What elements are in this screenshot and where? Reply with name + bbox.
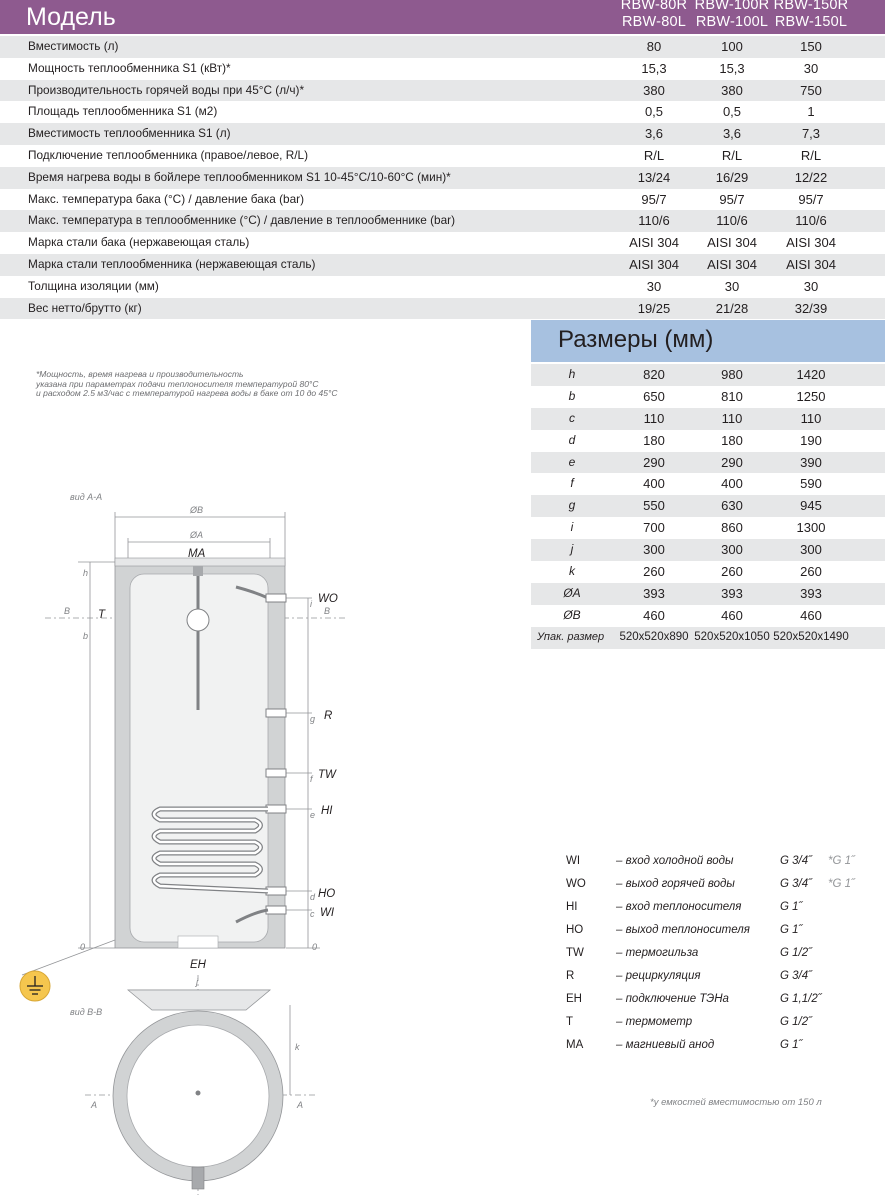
spec-row [0,145,885,167]
dimension-value: 810 [721,388,743,404]
dimension-key: c [569,410,575,425]
view-bb-label: вид В-В [70,1007,103,1017]
capacity-footnote: *у емкостей вместимостью от 150 л [650,1097,822,1108]
spec-value: 3,6 [722,126,742,142]
spec-value: 0,5 [722,104,742,120]
label-hi: HI [321,805,333,817]
legend-desc: – выход горячей воды [616,878,735,890]
dimension-value: 393 [643,585,665,601]
spec-value: 30 [724,278,740,294]
spec-value: AISI 304 [629,235,679,251]
dimension-value: 590 [800,476,822,492]
legend-thread: G 1/2˝ [780,947,812,959]
spec-value: AISI 304 [629,256,679,272]
spec-label: Марка стали бака (нержавеющая сталь) [28,235,250,250]
dimensions-header [531,320,885,362]
dimension-key: g [568,498,576,513]
legend-desc: – магниевый анод [616,1039,715,1051]
spec-value: 380 [643,82,665,98]
dimension-value: 460 [721,607,743,623]
view-aa-label: вид А-А [70,492,103,502]
spec-value: 1 [807,104,815,120]
label-tw: TW [318,769,336,781]
spec-value: 15,3 [641,60,667,76]
legend-desc: – подключение ТЭНа [616,993,729,1005]
wo-port [266,594,286,602]
label-h: h [83,568,89,578]
legend-desc: – выход теплоносителя [616,924,750,936]
dimension-value: 820 [643,367,665,382]
legend-thread: G 1˝ [780,924,803,936]
spec-value: 95/7 [641,191,667,207]
legend-thread: G 1,1/2˝ [780,993,822,1005]
dimension-value: 700 [643,520,665,536]
dimension-key: k [569,564,575,579]
dimension-value: 1250 [796,388,826,404]
spec-value: 110/6 [795,213,827,229]
dimension-value: 520x520x1490 [773,630,849,643]
dimension-value: 290 [643,454,665,470]
spec-label: Вес нетто/брутто (кг) [28,300,142,315]
dimension-value: 180 [721,432,743,448]
dimension-value: 980 [721,367,743,382]
label-g: g [310,714,316,724]
dimension-value: 860 [721,520,743,536]
boiler-drawing [0,470,885,1200]
dimension-value: 300 [721,542,743,558]
inner-circle [127,1025,269,1167]
dimension-value: 1420 [796,367,826,382]
label-d: d [310,892,316,902]
spec-row [0,123,885,145]
label-wo: WO [318,593,338,605]
legend-code: T [566,1016,574,1028]
spec-value: 3,6 [644,126,664,142]
dimension-value: 630 [721,498,743,514]
dimension-key: ØA [563,585,581,600]
dimension-value: 520x520x1050 [694,630,770,643]
label-c: c [310,909,315,919]
spec-value: 16/29 [715,169,749,185]
legend-code: WI [566,855,581,867]
bottom-port [192,1167,204,1189]
dimension-value: 260 [643,564,665,580]
ho-port [266,887,286,895]
spec-value: 13/24 [637,169,671,185]
dimension-value: 650 [643,388,665,404]
label-dim-b: ØB [190,505,204,515]
dimension-value: 520x520x890 [619,630,689,643]
spec-value: 12/22 [794,169,828,185]
dimension-value: 110 [643,410,665,426]
anode-cap [193,566,203,576]
dimension-value: 300 [643,542,665,558]
legend-desc: – термогильза [616,947,699,959]
spec-value: R/L [721,147,743,163]
label-zero-left: 0 [80,942,86,952]
spec-value: R/L [800,147,822,163]
spec-value: 19/25 [637,300,671,316]
label-ma: MA [188,548,206,560]
header-title: Модель [26,3,116,31]
dimension-key: i [570,520,574,535]
label-eh: EH [190,959,206,971]
label-b-left: B [64,606,71,616]
legend-code: HI [566,901,578,913]
legend-thread: G 1˝ [780,1039,803,1051]
spec-label: Вместимость теплообменника S1 (л) [28,126,231,141]
dimension-row [531,386,885,408]
label-e: e [310,810,316,820]
spec-value: 110/6 [716,213,748,229]
spec-label: Мощность теплообменника S1 (кВт)* [28,60,231,75]
legend-desc: – вход теплоносителя [616,901,742,913]
spec-value: AISI 304 [707,256,757,272]
legend-desc: – рециркуляция [616,970,701,982]
legend-desc: – термометр [616,1016,693,1028]
thermometer-port [187,609,209,631]
spec-value: 0,5 [644,104,664,120]
spec-label: Макс. температура в теплообменнике (°C) / давление в теплообменнике (bar) [28,213,456,228]
dimension-value: 460 [643,607,665,623]
spec-row [0,254,885,276]
top-view-bracket [128,990,270,1010]
dimensions-title: Размеры (мм) [558,326,714,353]
legend-thread: G 3/4˝ [780,970,812,982]
legend-thread-alt: *G 1˝ [828,855,855,867]
ground-icon [20,971,50,1001]
label-a-right: A [297,1100,304,1110]
dimension-key: Упак. размер [537,630,605,643]
label-t: T [98,609,106,621]
dimension-value: 400 [643,476,665,492]
legend-code: TW [566,947,584,959]
label-j: j [196,977,198,987]
legend-code: EH [566,993,582,1005]
label-f: f [310,774,313,784]
dimension-key: d [568,432,576,447]
label-r: R [324,710,333,722]
spec-value: R/L [643,147,665,163]
dimension-value: 180 [643,432,665,448]
label-k: k [295,1042,300,1052]
dimension-value: 300 [800,542,822,558]
spec-label: Толщина изоляции (мм) [28,278,159,293]
spec-label: Подключение теплообменника (правое/левое, R/L) [28,147,308,162]
label-a-left: A [91,1100,98,1110]
dimension-value: 110 [721,410,743,426]
eh-port [178,936,218,948]
spec-label: Производительность горячей воды при 45°C (л/ч)* [28,82,305,97]
model-80: RBW-80R RBW-80L [620,0,688,30]
dimension-value: 110 [800,410,822,426]
dimension-value: 460 [800,607,822,623]
spec-label: Вместимость (л) [28,39,119,53]
dimension-value: 550 [643,498,665,514]
hi-port [266,805,286,813]
spec-row [0,210,885,232]
spec-value: 80 [646,39,662,54]
spec-value: 150 [800,39,822,54]
label-b-small: b [83,631,89,641]
label-zero-right: 0 [312,942,318,952]
dimension-row [531,430,885,452]
legend-thread: G 3/4˝ [780,855,812,867]
dimension-value: 290 [721,454,743,470]
spec-value: 95/7 [719,191,745,207]
legend-code: WO [566,878,586,890]
spec-row [0,189,885,211]
legend-code: R [566,970,575,982]
spec-value: 32/39 [794,300,828,316]
spec-value: AISI 304 [786,235,836,251]
spec-value: 30 [803,278,819,294]
r-port [266,709,286,717]
spec-table [0,36,885,319]
legend-code: HO [566,924,584,936]
legend-thread: G 1˝ [780,901,803,913]
model-100: RBW-100R RBW-100L [694,0,770,30]
dimension-value: 260 [721,564,743,580]
legend-thread-alt: *G 1˝ [828,878,855,890]
dimension-value: 260 [800,564,822,580]
label-wi: WI [320,907,335,919]
dimension-value: 190 [800,432,822,448]
center-point [196,1091,201,1096]
spec-value: 30 [803,60,819,76]
spec-value: 95/7 [798,191,824,207]
dimension-row [531,364,885,386]
dimension-key: j [570,542,574,557]
spec-value: 21/28 [715,300,749,316]
top-view [113,990,283,1189]
spec-row [0,36,885,58]
dimension-value: 1300 [796,520,826,536]
dimension-value: 945 [800,498,822,514]
dimension-key: ØB [563,607,581,622]
wi-port [266,906,286,914]
spec-value: 750 [800,82,822,98]
dimension-key: b [568,388,576,403]
dimension-value: 390 [800,454,822,470]
spec-value: AISI 304 [707,235,757,251]
spec-value: 380 [721,82,743,98]
dimension-value: 393 [800,585,822,601]
spec-row [0,58,885,80]
spec-row [0,167,885,189]
dimension-key: h [568,367,576,381]
spec-label: Время нагрева воды в бойлере теплообменником S1 10-45°C/10-60°C (мин)* [28,169,451,184]
spec-row [0,298,885,320]
spec-value: 30 [646,278,662,294]
dimension-row [531,408,885,430]
spec-value: AISI 304 [786,256,836,272]
spec-row [0,232,885,254]
spec-label: Марка стали теплообменника (нержавеющая сталь) [28,256,316,271]
ground-leader [22,940,115,975]
model-150: RBW-150R RBW-150L [773,0,849,30]
legend-desc: – вход холодной воды [616,855,734,867]
model-header [0,0,885,34]
label-ho: HO [318,888,336,900]
legend-thread: G 3/4˝ [780,878,812,890]
tw-port [266,769,286,777]
spec-label: Площадь теплообменника S1 (м2) [28,104,218,119]
spec-row [0,80,885,102]
dimension-key: f [570,476,574,491]
label-dim-a: ØA [190,530,204,540]
performance-footnote: *Мощность, время нагрева и производительность указана при параметрах подачи теплоносителя температурой 80°C и расходом 2.5 м3/час с температурой нагрева воды в баке от 10 до 45°C [36,369,338,398]
spec-value: 7,3 [801,126,821,142]
label-i: i [310,599,312,609]
dimension-key: e [568,454,576,469]
legend-code: MA [566,1039,584,1051]
spec-value: 110/6 [638,213,670,229]
dimension-value: 400 [721,476,743,492]
spec-label: Макс. температура бака (°C) / давление бака (bar) [28,191,304,206]
label-b-right: B [324,606,331,616]
spec-row [0,276,885,298]
spec-row [0,101,885,123]
dimension-value: 393 [721,585,743,601]
spec-value: 15,3 [719,60,745,76]
spec-value: 100 [721,39,743,54]
legend-thread: G 1/2˝ [780,1016,812,1028]
